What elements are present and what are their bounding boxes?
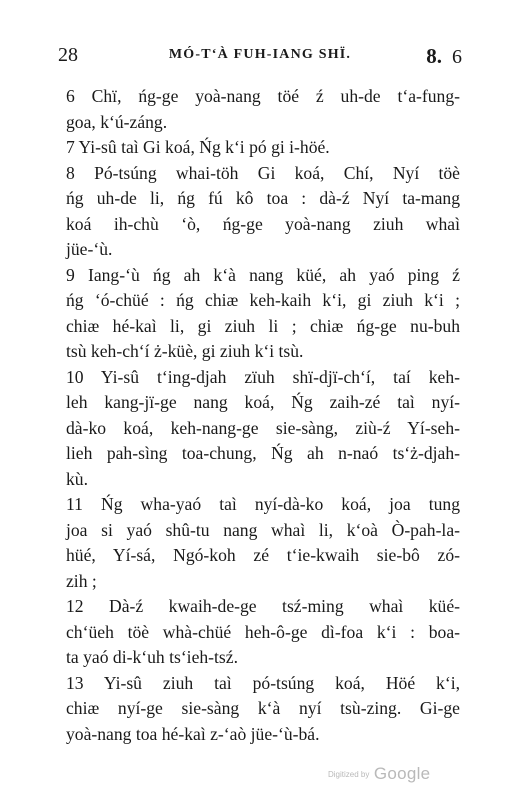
google-logo: Google xyxy=(373,764,431,783)
verse-line: lieh pah-sìng toa-chung, Ńg ah n-naó ts‘ż-djah- xyxy=(66,443,460,463)
verse-paragraph xyxy=(66,135,460,161)
verse-line: jüe-‘ù. xyxy=(66,239,113,259)
watermark-prefix: Digitized by xyxy=(328,770,370,779)
verse-line: 11 Ńg wha-yaó taì nyí-dà-ko koá, joa tung xyxy=(66,494,460,514)
verse-line: leh kang-jï-ge nang koá, Ńg zaih-zé taì nyí- xyxy=(66,392,460,412)
verse-line: 10 Yi-sû t‘ing-djah zïuh shï-djï-ch‘í, taí keh- xyxy=(66,366,460,387)
verse-line: 13 Yi-sû ziuh taì pó-tsúng koá, Höé k‘i, xyxy=(66,672,460,693)
verse-line: 12 Dà-ź kwaih-de-ge tsź-ming whaì küé- xyxy=(66,596,460,616)
verse-line: chiæ nyí-ge sie-sàng k‘à nyí tsù-zing. Gi-ge xyxy=(66,698,460,718)
verse-line: kù. xyxy=(66,468,88,489)
digitized-watermark xyxy=(328,764,430,784)
verse-line: 7 Yi-sû taì Gi koá, Ńg k‘i pó gi i-höé. xyxy=(66,137,330,157)
verse-line: tsù keh-ch‘í ż-küè, gi ziuh k‘i tsù. xyxy=(66,341,304,361)
verse-line: ńg uh-de li, ńg fú kô toa : dà-ź Nyí ta-mang xyxy=(66,188,460,208)
verse-paragraph xyxy=(66,84,460,135)
running-title: MÓ-T‘À FUH-IANG SHÏ. xyxy=(168,47,352,62)
verse-paragraph xyxy=(66,492,460,594)
verse-line: koá ih-chù ‘ò, ńg-ge yoà-nang ziuh whaì xyxy=(66,213,460,234)
verse-line: ch‘üeh töè whà-chüé heh-ô-ge dì-foa k‘i : boa- xyxy=(66,621,460,642)
verse-line: joa si yaó shû-tu nang whaì li, k‘oà Ò-pah-la- xyxy=(66,519,460,540)
verse-paragraph xyxy=(66,594,460,671)
verse-line: 9 Iang-‘ù ńg ah k‘à nang küé, ah yaó ping ź xyxy=(66,264,460,285)
body-text xyxy=(66,84,460,747)
chapter-verse-reference xyxy=(426,44,462,69)
verse-line: hüé, Yí-sá, Ngó-koh zé t‘ie-kwaih sie-bô zó- xyxy=(66,545,460,565)
verse-line: 6 Chï, ńg-ge yoà-nang töé ź uh-de t‘a-fung- xyxy=(66,86,460,106)
verse-line: goa, k‘ú-záng. xyxy=(66,111,168,132)
verse-line: zih ; xyxy=(66,570,97,591)
verse-line: 8 Pó-tsúng whai-töh Gi koá, Chí, Nyí töè xyxy=(66,162,460,183)
verse-paragraph xyxy=(66,263,460,365)
verse-reference: 6 xyxy=(452,46,462,68)
verse-line: ńg ‘ó-chüé : ńg chiæ keh-kaih k‘i, gi ziuh k‘i ; xyxy=(66,290,460,310)
page-number: 28 xyxy=(58,44,78,66)
verse-line: chiæ hé-kaì li, gi ziuh li ; chiæ ńg-ge nu-buh xyxy=(66,315,460,336)
chapter-number: 8. xyxy=(426,44,442,68)
verse-paragraph xyxy=(66,161,460,263)
verse-paragraph xyxy=(66,365,460,493)
verse-line: yoà-nang toa hé-kaì z-‘aò jüe-‘ù-bá. xyxy=(66,723,320,744)
verse-line: dà-ko koá, keh-nang-ge sie-sàng, ziù-ź Yí-seh- xyxy=(66,417,460,438)
verse-paragraph xyxy=(66,671,460,748)
verse-line: ta yaó di-k‘uh ts‘ieh-tsź. xyxy=(66,647,238,667)
page-header xyxy=(58,44,462,72)
